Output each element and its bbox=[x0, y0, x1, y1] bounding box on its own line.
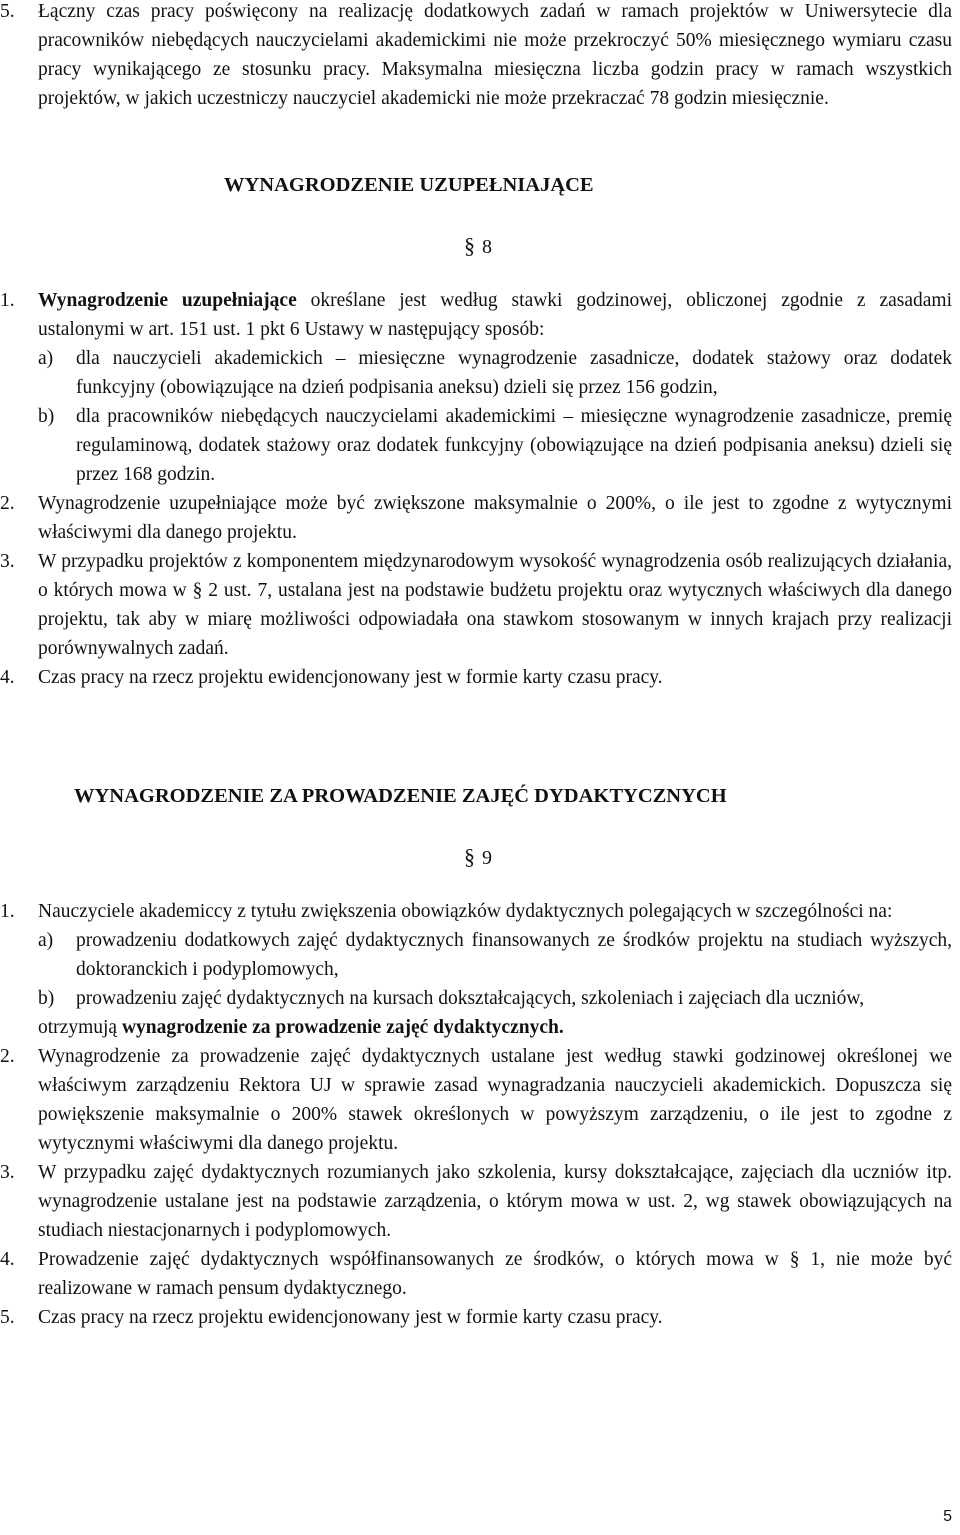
list-item bbox=[0, 1158, 952, 1245]
section-sign: § bbox=[464, 844, 475, 869]
sub-letter: a) bbox=[38, 348, 54, 369]
item-text: Nauczyciele akademiccy z tytułu zwiększenia obowiązków dydaktycznych polegających w szczególności na: bbox=[38, 901, 893, 922]
sub-letter: a) bbox=[38, 930, 54, 951]
sub-text: prowadzeniu zajęć dydaktycznych na kursach dokształcających, szkoleniach i zajęciach dla uczniów, bbox=[76, 988, 865, 1009]
paragraph-item-5 bbox=[0, 0, 952, 113]
bold-term: wynagrodzenie za prowadzenie zajęć dydaktycznych. bbox=[121, 1017, 564, 1038]
section-sign: § bbox=[464, 233, 475, 258]
section-8-body bbox=[0, 286, 952, 692]
sub-item bbox=[38, 344, 952, 402]
section-9-body bbox=[0, 897, 952, 1332]
bold-term: Wynagrodzenie uzupełniające bbox=[38, 290, 297, 311]
item-text: Prowadzenie zajęć dydaktycznych współfinansowanych ze środków, o których mowa w § 1, nie może być realizowane w ramach pensum dydaktycznego. bbox=[38, 1249, 952, 1299]
section-number: 9 bbox=[482, 847, 492, 869]
list-item bbox=[0, 1245, 952, 1303]
item-number: 3. bbox=[0, 551, 15, 572]
item-text: W przypadku projektów z komponentem międzynarodowym wysokość wynagrodzenia osób realizujących działania, o których mowa w § 2 ust. 7, ustalana jest na podstawie budżetu projektu oraz wytycznych właściwych dla danego projektu, tak aby w miarę możliwości odpowiadała ona stawkom stosowanym w innych krajach przy realizacji porównywalnych zadań. bbox=[38, 551, 952, 659]
sub-item bbox=[38, 984, 952, 1013]
item-number: 2. bbox=[0, 493, 15, 514]
sub-text: dla pracowników niebędących nauczycielami akademickimi – miesięczne wynagrodzenie zasadnicze, premię regulaminową, dodatek stażowy oraz dodatek funkcyjny (obowiązujące na dzień podpisania aneksu) dzieli się przez 168 godzin. bbox=[76, 406, 952, 485]
list-item bbox=[0, 547, 952, 663]
item-number: 4. bbox=[0, 1249, 15, 1270]
item-number: 1. bbox=[0, 290, 15, 311]
list-item bbox=[0, 663, 952, 692]
paragraph-sign-9 bbox=[464, 842, 492, 873]
item-text: Wynagrodzenie uzupełniające może być zwiększone maksymalnie o 200%, o ile jest to zgodne z wytycznymi właściwymi dla danego projektu. bbox=[38, 493, 952, 543]
page-number: 5 bbox=[943, 1508, 952, 1525]
item-text: określane jest według stawki godzinowej, obliczonej zgodnie z zasadami ustalonymi w art. 151 ust. 1 pkt 6 Ustawy w następujący sposób: bbox=[38, 290, 952, 340]
item-number: 5. bbox=[0, 1307, 15, 1328]
item-number: 2. bbox=[0, 1046, 15, 1067]
sub-letter: b) bbox=[38, 988, 55, 1009]
list-item bbox=[0, 1042, 952, 1158]
item-text: Czas pracy na rzecz projektu ewidencjonowany jest w formie karty czasu pracy. bbox=[38, 1307, 663, 1328]
section-heading-9: WYNAGRODZENIE ZA PROWADZENIE ZAJĘĆ DYDAKTYCZNYCH bbox=[74, 785, 727, 807]
list-item bbox=[0, 1303, 952, 1332]
list-item bbox=[0, 286, 952, 489]
item-text: Wynagrodzenie za prowadzenie zajęć dydaktycznych ustalane jest według stawki godzinowej określonej we właściwym zarządzeniu Rektora UJ w sprawie zasad wynagradzania nauczycieli akademickich. Dopuszcza się powiększenie maksymalnie o 200% stawek określonych w powyższym zarządzeniu, o ile jest to zgodne z wytycznymi właściwymi dla danego projektu. bbox=[38, 1046, 952, 1154]
item-number: 3. bbox=[0, 1162, 15, 1183]
paragraph-sign-8 bbox=[464, 231, 492, 262]
section-number: 8 bbox=[482, 236, 492, 258]
sub-text: dla nauczycieli akademickich – miesięczne wynagrodzenie zasadnicze, dodatek stażowy oraz dodatek funkcyjny (obowiązujące na dzień podpisania aneksu) dzieli się przez 156 godzin, bbox=[76, 348, 952, 398]
sub-text: prowadzeniu dodatkowych zajęć dydaktycznych finansowanych ze środków projektu na studiach wyższych, doktoranckich i podyplomowych, bbox=[76, 930, 952, 980]
item-number: 5. bbox=[0, 1, 15, 22]
list-item bbox=[0, 489, 952, 547]
item-number: 1. bbox=[0, 901, 15, 922]
item-text: W przypadku zajęć dydaktycznych rozumianych jako szkolenia, kursy dokształcające, zajęciach dla uczniów itp. wynagrodzenie ustalane jest na podstawie zarządzenia, o którym mowa w ust. 2, wg stawek obowiązujących na studiach niestacjonarnych i podyplomowych. bbox=[38, 1162, 952, 1241]
sub-item bbox=[38, 926, 952, 984]
list-item bbox=[0, 897, 952, 1042]
sub-letter: b) bbox=[38, 406, 55, 427]
sub-item bbox=[38, 402, 952, 489]
item-text: Łączny czas pracy poświęcony na realizację dodatkowych zadań w ramach projektów w Uniwersytecie dla pracowników niebędących nauczycielami akademickimi nie może przekroczyć 50% miesięcznego wymiaru czasu pracy wynikającego ze stosunku pracy. Maksymalna miesięczna liczba godzin pracy w ramach wszystkich projektów, w jakich uczestniczy nauczyciel akademicki nie może przekraczać 78 godzin miesięcznie. bbox=[38, 1, 952, 109]
item-number: 4. bbox=[0, 667, 15, 688]
item-text: Czas pracy na rzecz projektu ewidencjonowany jest w formie karty czasu pracy. bbox=[38, 667, 663, 688]
section-heading-8: WYNAGRODZENIE UZUPEŁNIAJĄCE bbox=[224, 174, 594, 196]
item-text: otrzymują bbox=[38, 1017, 122, 1038]
